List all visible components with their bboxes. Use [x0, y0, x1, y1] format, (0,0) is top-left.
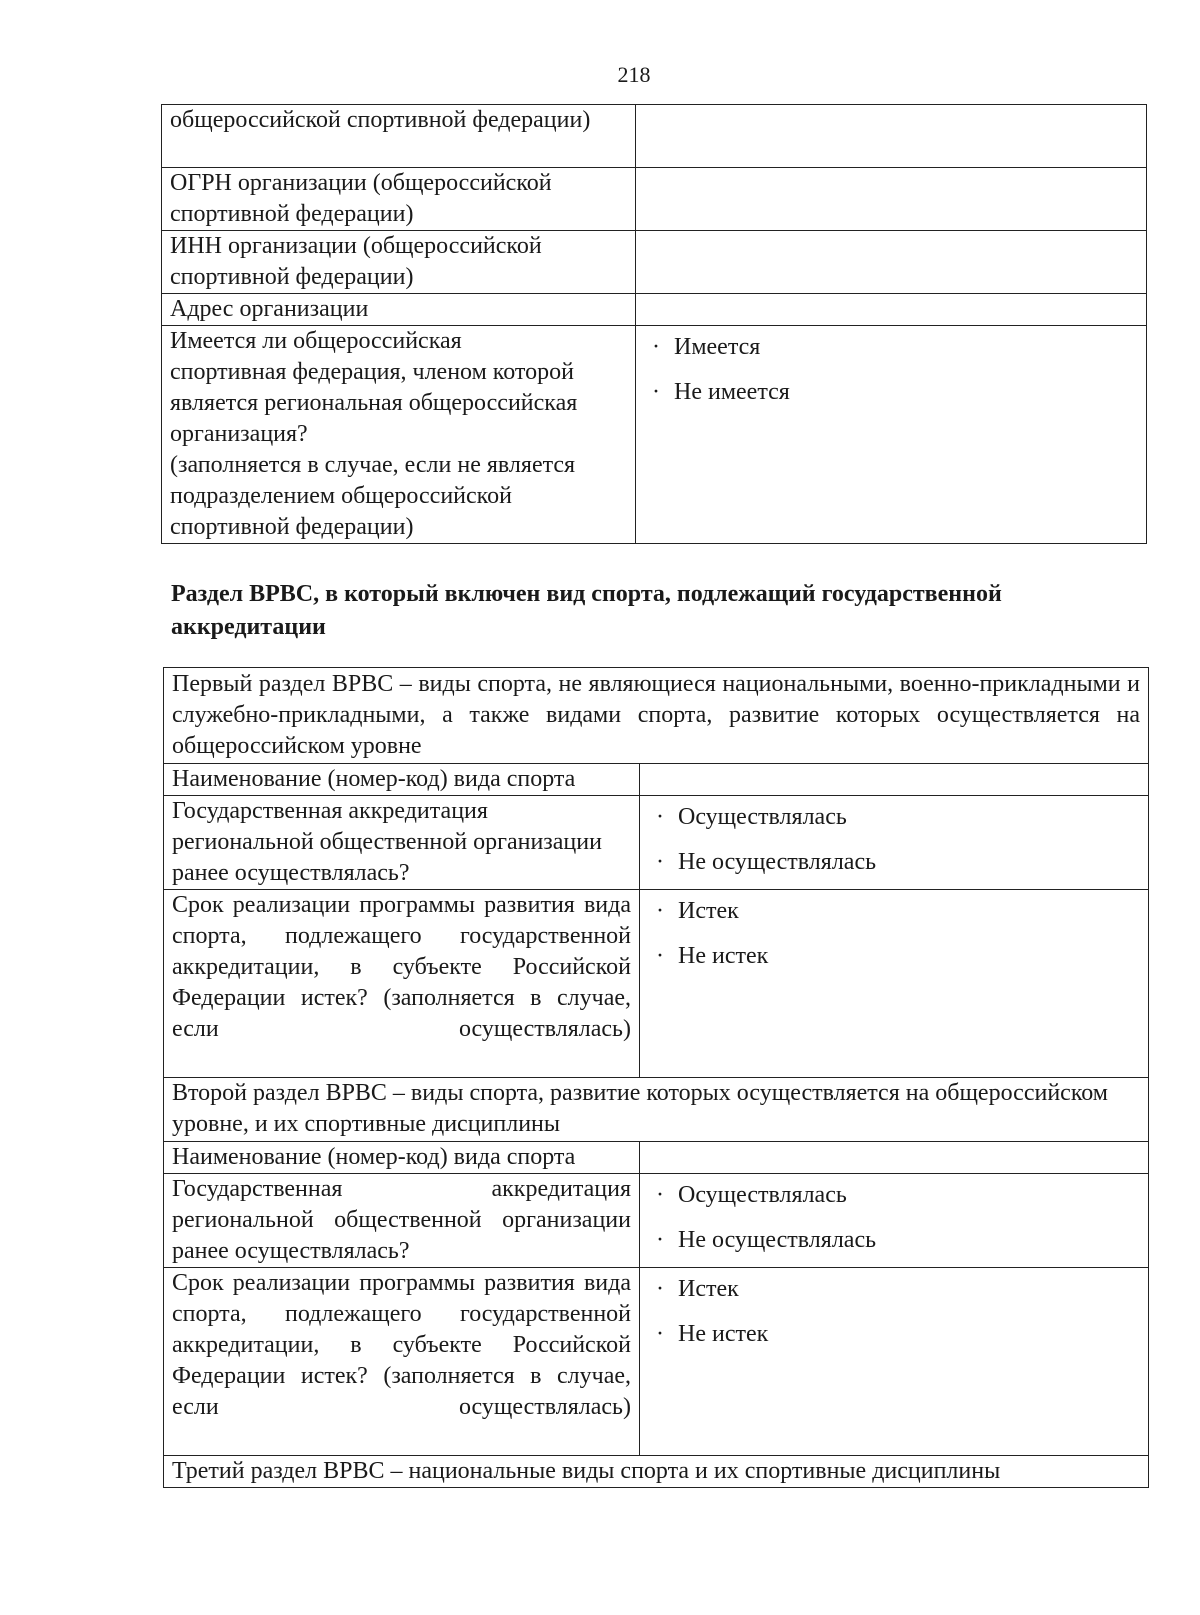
table-row [164, 1142, 1149, 1174]
table-row [164, 668, 1149, 764]
question-line: является региональная общероссийская [170, 390, 578, 416]
section1-sport-name-label: Наименование (номер-код) вида спорта [164, 764, 640, 796]
section1-sport-name-value[interactable] [640, 764, 1149, 796]
term-question: Срок реализации программы развития вида спорта, подлежащего государственной аккредитации, в субъекте Российской Федерации истек? [172, 1270, 631, 1389]
section-heading: Раздел ВРВС, в который включен вид спорта, подлежащий государственной аккредитации [171, 581, 1002, 640]
option-expired[interactable] [648, 1274, 1140, 1305]
option-expired[interactable] [648, 896, 1140, 927]
table-row [162, 105, 1147, 168]
bullet-icon: · [652, 379, 660, 405]
section2-term-label [164, 1268, 640, 1456]
option-not-accredited[interactable] [648, 847, 1140, 878]
section1-accreditation-options [640, 796, 1149, 890]
bullet-icon: · [656, 1182, 664, 1208]
section1-title: Первый раздел ВРВС – виды спорта, не являющиеся национальными, военно-прикладными и служебно-прикладными, а также видами спорта, развитие которых осуществляется на общероссийском уровне [164, 668, 1149, 764]
inn-label: ИНН организации (общероссийской спортивной федерации) [162, 231, 636, 294]
option-accredited[interactable] [648, 802, 1140, 833]
section2-title: Второй раздел ВРВС – виды спорта, развитие которых осуществляется на общероссийском уровне, и их спортивные дисциплины [164, 1078, 1149, 1142]
section2-sport-name-value[interactable] [640, 1142, 1149, 1174]
question-line: (заполняется в случае, если не является [170, 452, 576, 478]
option-label: Не истек [678, 943, 769, 969]
bullet-icon: · [652, 334, 660, 360]
section2-accreditation-options [640, 1174, 1149, 1268]
option-label: Осуществлялась [678, 1182, 847, 1208]
row-label [162, 105, 636, 168]
option-label: Имеется [674, 334, 761, 360]
question-line: организация? [170, 421, 308, 447]
address-value[interactable] [636, 294, 1147, 326]
table-row [162, 168, 1147, 231]
table-row [162, 231, 1147, 294]
bullet-icon: · [656, 943, 664, 969]
table-row [162, 294, 1147, 326]
table-row [164, 1174, 1149, 1268]
federation-name-label: общероссийской спортивной федерации) [170, 107, 591, 133]
table-row [164, 796, 1149, 890]
federation-question-label [162, 326, 636, 544]
table-row [164, 890, 1149, 1078]
option-has-federation[interactable] [644, 332, 1138, 363]
ogrn-value[interactable] [636, 168, 1147, 231]
table-row [164, 1078, 1149, 1142]
table-row [162, 326, 1147, 544]
option-not-expired[interactable] [648, 941, 1140, 972]
page-number: 218 [617, 62, 651, 87]
bullet-icon: · [656, 1276, 664, 1302]
bullet-icon: · [656, 804, 664, 830]
organization-table [161, 104, 1147, 544]
table-row [164, 1456, 1149, 1488]
section2-accreditation-label: Государственная аккредитация региональной общественной организации ранее осуществлялась? [164, 1174, 640, 1268]
federation-name-value[interactable] [636, 105, 1147, 168]
section2-sport-name-label: Наименование (номер-код) вида спорта [164, 1142, 640, 1174]
section1-accreditation-label: Государственная аккредитация региональной общественной организации ранее осуществлялась? [164, 796, 640, 890]
question-line: спортивной федерации) [170, 514, 414, 540]
term-question: Срок реализации программы развития вида спорта, подлежащего государственной аккредитации, в субъекте Российской Федерации истек? [172, 892, 631, 1011]
option-label: Истек [678, 898, 739, 924]
option-label: Истек [678, 1276, 739, 1302]
option-not-expired[interactable] [648, 1319, 1140, 1350]
bullet-icon: · [656, 1227, 664, 1253]
option-label: Не осуществлялась [678, 1227, 877, 1253]
table-row [164, 764, 1149, 796]
bullet-icon: · [656, 898, 664, 924]
term-note: (заполняется в случае, если осуществлялась) [172, 985, 632, 1042]
option-label: Осуществлялась [678, 804, 847, 830]
question-line: спортивная федерация, членом которой [170, 359, 574, 385]
address-label: Адрес организации [162, 294, 636, 326]
option-accredited[interactable] [648, 1180, 1140, 1211]
inn-value[interactable] [636, 231, 1147, 294]
question-line: Имеется ли общероссийская [170, 328, 462, 354]
section1-term-options [640, 890, 1149, 1078]
option-not-accredited[interactable] [648, 1225, 1140, 1256]
option-label: Не имеется [674, 379, 790, 405]
bullet-icon: · [656, 1321, 664, 1347]
vrvs-table [163, 667, 1149, 1488]
section3-title: Третий раздел ВРВС – национальные виды спорта и их спортивные дисциплины [164, 1456, 1149, 1488]
bullet-icon: · [656, 849, 664, 875]
section1-term-label [164, 890, 640, 1078]
federation-question-options [636, 326, 1147, 544]
term-note: (заполняется в случае, если осуществлялась) [172, 1363, 632, 1420]
option-label: Не истек [678, 1321, 769, 1347]
section2-term-options [640, 1268, 1149, 1456]
question-line: подразделением общероссийской [170, 483, 512, 509]
ogrn-label: ОГРН организации (общероссийской спортивной федерации) [162, 168, 636, 231]
table-row [164, 1268, 1149, 1456]
option-label: Не осуществлялась [678, 849, 877, 875]
option-no-federation[interactable] [644, 377, 1138, 408]
